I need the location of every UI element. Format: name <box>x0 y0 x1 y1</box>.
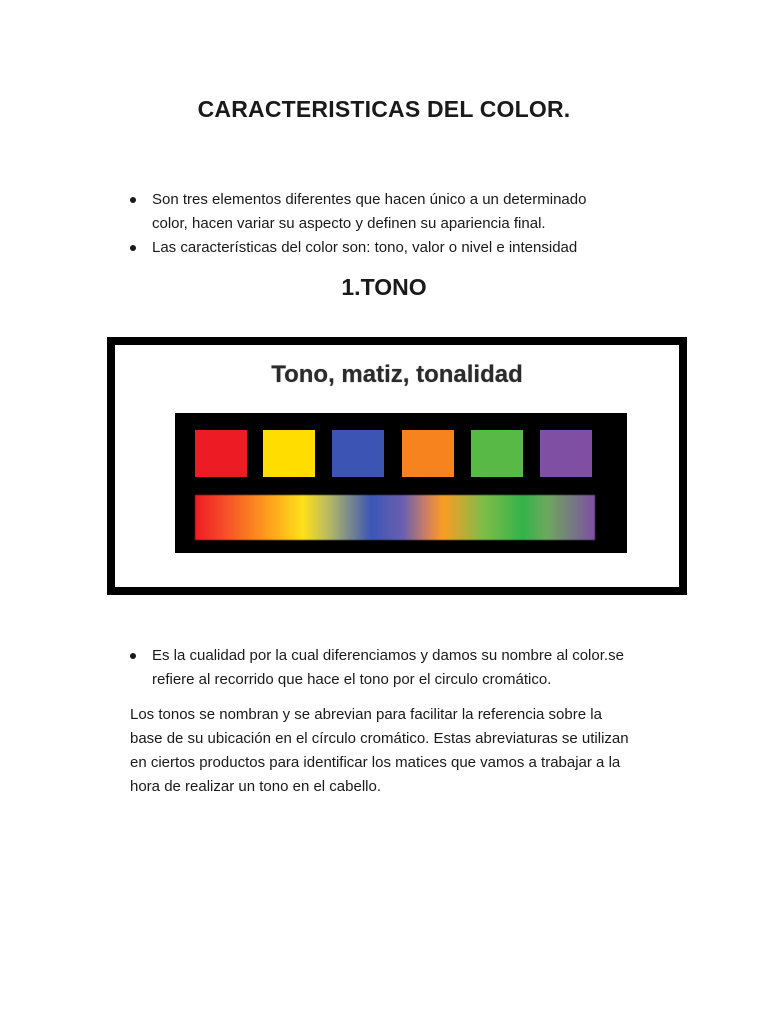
bullet-text: Las características del color son: tono, valor o nivel e intensidad <box>152 239 578 256</box>
bullet-text: color, hacen variar su aspecto y definen su apariencia final. <box>152 215 546 232</box>
bullet-text: refiere al recorrido que hace el tono por el circulo cromático. <box>152 671 552 688</box>
swatch-orange <box>402 430 454 477</box>
bullet-text: Son tres elementos diferentes que hacen único a un determinado <box>152 191 587 208</box>
section-title: 1.TONO <box>341 274 427 300</box>
color-spectrum-bar <box>195 495 595 540</box>
swatch-yellow <box>263 430 315 477</box>
swatch-red <box>195 430 247 477</box>
swatch-green <box>471 430 523 477</box>
intro-bullet-list <box>130 188 650 260</box>
bullet-icon <box>130 197 136 203</box>
bullet-icon <box>130 245 136 251</box>
body-bullet-list <box>130 644 650 692</box>
body-paragraph <box>130 703 650 799</box>
swatch-blue <box>332 430 384 477</box>
bullet-icon <box>130 653 136 659</box>
color-figure <box>107 337 687 595</box>
figure-title: Tono, matiz, tonalidad <box>271 361 523 388</box>
bullet-item <box>130 236 650 260</box>
paragraph-line: hora de realizar un tono en el cabello. <box>130 778 382 795</box>
bullet-text: Es la cualidad por la cual diferenciamos y damos su nombre al color.se <box>152 647 624 664</box>
paragraph-line: en ciertos productos para identificar los matices que vamos a trabajar a la <box>130 754 621 771</box>
swatch-purple <box>540 430 592 477</box>
bullet-item <box>130 188 650 236</box>
paragraph-line: Los tonos se nombran y se abrevian para facilitar la referencia sobre la <box>130 706 602 723</box>
color-palette <box>175 413 627 553</box>
paragraph-line: base de su ubicación en el círculo cromático. Estas abreviaturas se utilizan <box>130 730 629 747</box>
document-title: CARACTERISTICAS DEL COLOR. <box>197 96 571 122</box>
bullet-item <box>130 644 650 692</box>
